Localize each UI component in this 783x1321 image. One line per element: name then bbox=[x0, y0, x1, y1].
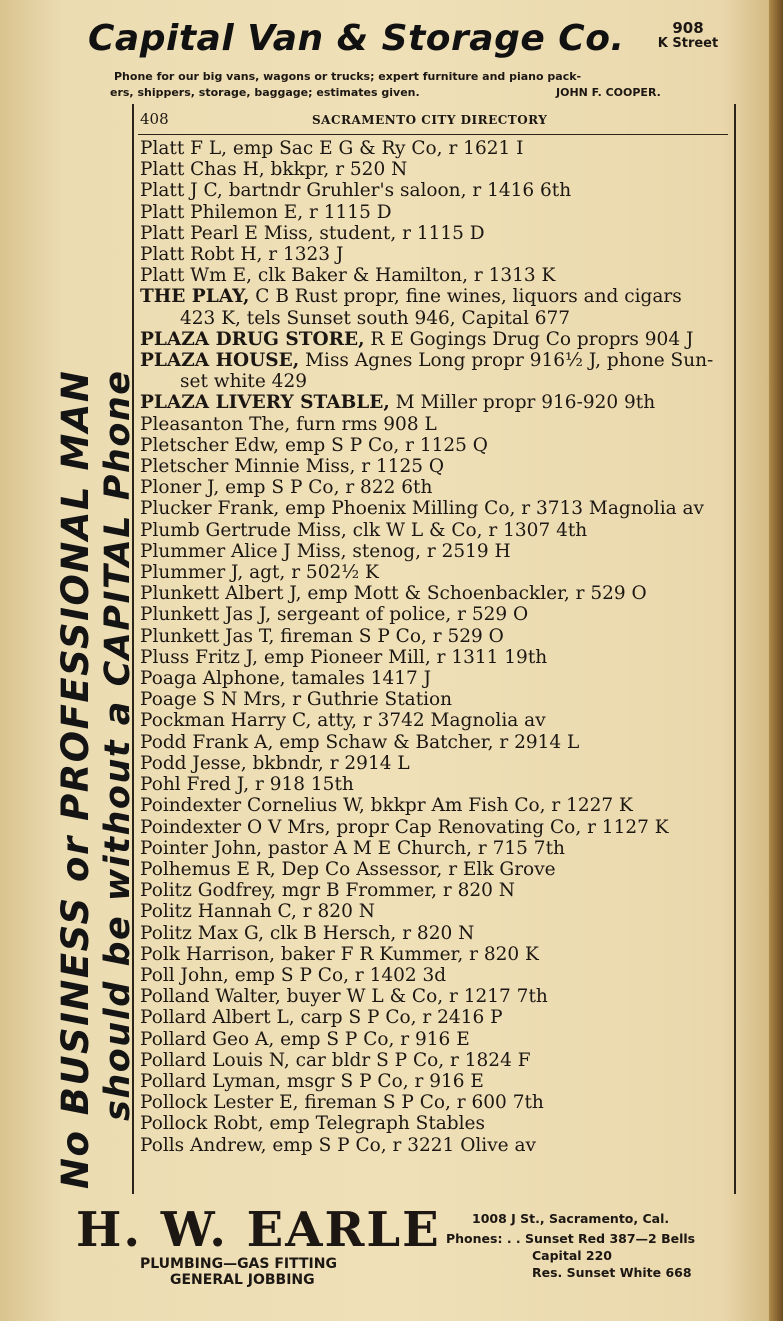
entry-text: Pollard Lyman, msgr S P Co, r 916 E bbox=[140, 1070, 484, 1092]
directory-entry bbox=[140, 647, 732, 668]
directory-entry bbox=[140, 477, 732, 498]
directory-entry bbox=[140, 329, 732, 350]
directory-entry bbox=[140, 562, 732, 583]
directory-entry bbox=[140, 520, 732, 541]
directory-entry bbox=[140, 774, 732, 795]
top-ad-title: Capital Van & Storage Co. bbox=[88, 18, 625, 59]
side-advertisement bbox=[52, 110, 142, 1195]
entry-text: Miss Agnes Long propr 916½ J, phone Sun- bbox=[299, 350, 714, 372]
directory-entry bbox=[140, 1029, 732, 1050]
entry-text: Plumb Gertrude Miss, clk W L & Co, r 1307 4th bbox=[140, 519, 588, 541]
side-ad-line2: should be without a CAPITAL Phone bbox=[98, 369, 138, 1121]
directory-entry bbox=[140, 668, 732, 689]
entry-text: Platt J C, bartndr Gruhler's saloon, r 1416 6th bbox=[140, 180, 572, 202]
directory-entries bbox=[140, 138, 732, 1156]
directory-entry bbox=[140, 414, 732, 435]
entry-text: Platt F L, emp Sac E G & Ry Co, r 1621 I bbox=[140, 138, 524, 159]
entry-text: Pohl Fred J, r 918 15th bbox=[140, 774, 354, 796]
directory-entry bbox=[140, 456, 732, 477]
directory-entry bbox=[140, 732, 732, 753]
top-ad-address bbox=[648, 20, 728, 52]
entry-text: Politz Hannah C, r 820 N bbox=[140, 901, 375, 923]
directory-entry bbox=[140, 583, 732, 604]
entry-bold-name: PLAZA DRUG STORE, bbox=[140, 328, 365, 350]
entry-text: Poindexter O V Mrs, propr Cap Renovating Co, r 1127 K bbox=[140, 816, 669, 838]
directory-entry bbox=[140, 838, 732, 859]
entry-text: Pockman Harry C, atty, r 3742 Magnolia av bbox=[140, 710, 546, 732]
entry-bold-name: PLAZA LIVERY STABLE, bbox=[140, 392, 390, 414]
entry-text: Polhemus E R, Dep Co Assessor, r Elk Grove bbox=[140, 858, 556, 880]
directory-entry bbox=[140, 604, 732, 625]
top-ad-line2: ers, shippers, storage, baggage; estimates given. bbox=[110, 86, 420, 99]
entry-text: Pollock Robt, emp Telegraph Stables bbox=[140, 1113, 485, 1135]
directory-entry bbox=[140, 1113, 732, 1134]
entry-text: Pollard Albert L, carp S P Co, r 2416 P bbox=[140, 1007, 503, 1029]
entry-text: Platt Pearl E Miss, student, r 1115 D bbox=[140, 222, 485, 244]
directory-entry bbox=[140, 244, 732, 265]
directory-entry bbox=[140, 392, 732, 413]
entry-text: Platt Robt H, r 1323 J bbox=[140, 244, 344, 266]
page-edge bbox=[769, 0, 783, 1321]
directory-entry bbox=[140, 223, 732, 244]
directory-entry bbox=[140, 880, 732, 901]
side-ad-line1: No BUSINESS or PROFESSIONAL MAN bbox=[54, 369, 97, 1189]
page-header bbox=[138, 110, 728, 135]
entry-text: Pleasanton The, furn rms 908 L bbox=[140, 413, 437, 435]
directory-entry bbox=[140, 138, 732, 159]
entry-text: Politz Max G, clk B Hersch, r 820 N bbox=[140, 922, 475, 944]
bottom-ad-services: PLUMBING—GAS FITTING bbox=[140, 1256, 337, 1272]
entry-text: Plunkett Albert J, emp Mott & Schoenbackler, r 529 O bbox=[140, 583, 647, 605]
entry-text: Plunkett Jas J, sergeant of police, r 529 O bbox=[140, 604, 529, 626]
entry-text: Platt Philemon E, r 1115 D bbox=[140, 201, 392, 223]
entry-continuation: 423 K, tels Sunset south 946, Capital 677 bbox=[180, 307, 571, 329]
directory-entry bbox=[140, 1007, 732, 1028]
top-ad-signature: JOHN F. COOPER. bbox=[556, 86, 661, 99]
directory-entry bbox=[140, 435, 732, 456]
directory-entry bbox=[140, 710, 732, 731]
directory-entry bbox=[140, 541, 732, 562]
directory-entry bbox=[140, 923, 732, 944]
entry-text: Pletscher Edw, emp S P Co, r 1125 Q bbox=[140, 434, 488, 456]
bottom-ad-jobbing: GENERAL JOBBING bbox=[170, 1272, 315, 1288]
entry-text: R E Gogings Drug Co proprs 904 J bbox=[364, 328, 694, 350]
bottom-ad-capital: Capital 220 bbox=[532, 1248, 612, 1263]
top-ad-line1: Phone for our big vans, wagons or trucks; expert furniture and piano pack- bbox=[114, 70, 582, 83]
entry-text: Pletscher Minnie Miss, r 1125 Q bbox=[140, 456, 445, 478]
directory-entry bbox=[140, 1050, 732, 1071]
entry-text: Pollard Geo A, emp S P Co, r 916 E bbox=[140, 1028, 470, 1050]
directory-title: SACRAMENTO CITY DIRECTORY bbox=[312, 113, 548, 127]
bottom-ad-residence: Res. Sunset White 668 bbox=[532, 1265, 692, 1280]
entry-text: Polland Walter, buyer W L & Co, r 1217 7th bbox=[140, 986, 548, 1008]
entry-text: Polls Andrew, emp S P Co, r 3221 Olive av bbox=[140, 1134, 536, 1156]
directory-entry bbox=[140, 1092, 732, 1113]
entry-text: Pollock Lester E, fireman S P Co, r 600 7th bbox=[140, 1092, 544, 1114]
top-ad-address-street: K Street bbox=[657, 36, 719, 51]
entry-text: Pointer John, pastor A M E Church, r 715 7th bbox=[140, 837, 565, 859]
directory-entry bbox=[140, 350, 732, 392]
top-advertisement bbox=[88, 14, 738, 106]
bottom-ad-contact bbox=[446, 1210, 736, 1281]
directory-entry bbox=[140, 986, 732, 1007]
directory-entry bbox=[140, 202, 732, 223]
directory-entry bbox=[140, 817, 732, 838]
directory-entry bbox=[140, 965, 732, 986]
entry-continuation: set white 429 bbox=[180, 371, 307, 393]
entry-text: Pollard Louis N, car bldr S P Co, r 1824 F bbox=[140, 1049, 531, 1071]
directory-entry bbox=[140, 159, 732, 180]
entry-text: Poage S N Mrs, r Guthrie Station bbox=[140, 689, 453, 711]
directory-entry bbox=[140, 689, 732, 710]
bottom-advertisement bbox=[76, 1198, 736, 1308]
directory-entry bbox=[140, 753, 732, 774]
entry-text: Plummer Alice J Miss, stenog, r 2519 H bbox=[140, 540, 511, 562]
directory-entry bbox=[140, 498, 732, 519]
entry-text: Podd Frank A, emp Schaw & Batcher, r 2914 L bbox=[140, 731, 580, 753]
bottom-ad-name: H. W. EARLE bbox=[76, 1202, 441, 1258]
top-ad-address-number: 908 bbox=[672, 19, 704, 37]
directory-entry bbox=[140, 286, 732, 328]
entry-text: Politz Godfrey, mgr B Frommer, r 820 N bbox=[140, 880, 515, 902]
directory-entry bbox=[140, 265, 732, 286]
entry-text: Podd Jesse, bkbndr, r 2914 L bbox=[140, 752, 410, 774]
entry-text: Platt Chas H, bkkpr, r 520 N bbox=[140, 159, 408, 181]
entry-text: M Miller propr 916-920 9th bbox=[389, 392, 656, 414]
entry-bold-name: THE PLAY, bbox=[140, 286, 250, 308]
bottom-ad-address: 1008 J St., Sacramento, Cal. bbox=[472, 1211, 670, 1226]
directory-entry bbox=[140, 1071, 732, 1092]
directory-entry bbox=[140, 901, 732, 922]
directory-entry bbox=[140, 180, 732, 201]
entry-bold-name: PLAZA HOUSE, bbox=[140, 350, 300, 372]
entry-text: Poindexter Cornelius W, bkkpr Am Fish Co, r 1227 K bbox=[140, 795, 633, 817]
entry-text: C B Rust propr, fine wines, liquors and cigars bbox=[249, 286, 682, 308]
entry-text: Plummer J, agt, r 502½ K bbox=[140, 562, 379, 584]
entry-text: Plucker Frank, emp Phoenix Milling Co, r 3713 Magnolia av bbox=[140, 498, 705, 520]
directory-entry bbox=[140, 626, 732, 647]
directory-entry bbox=[140, 859, 732, 880]
entry-text: Plunkett Jas T, fireman S P Co, r 529 O bbox=[140, 625, 504, 647]
directory-entry bbox=[140, 1135, 732, 1156]
bottom-ad-phones: Phones: . . Sunset Red 387—2 Bells bbox=[446, 1231, 696, 1246]
entry-text: Ploner J, emp S P Co, r 822 6th bbox=[140, 477, 433, 499]
entry-text: Poll John, emp S P Co, r 1402 3d bbox=[140, 964, 447, 986]
page-number: 408 bbox=[140, 110, 169, 128]
entry-text: Polk Harrison, baker F R Kummer, r 820 K bbox=[140, 943, 539, 965]
directory-entry bbox=[140, 795, 732, 816]
directory-entry bbox=[140, 944, 732, 965]
entry-text: Pluss Fritz J, emp Pioneer Mill, r 1311 19th bbox=[140, 646, 548, 668]
entry-text: Platt Wm E, clk Baker & Hamilton, r 1313 K bbox=[140, 265, 556, 287]
entry-text: Poaga Alphone, tamales 1417 J bbox=[140, 668, 432, 690]
